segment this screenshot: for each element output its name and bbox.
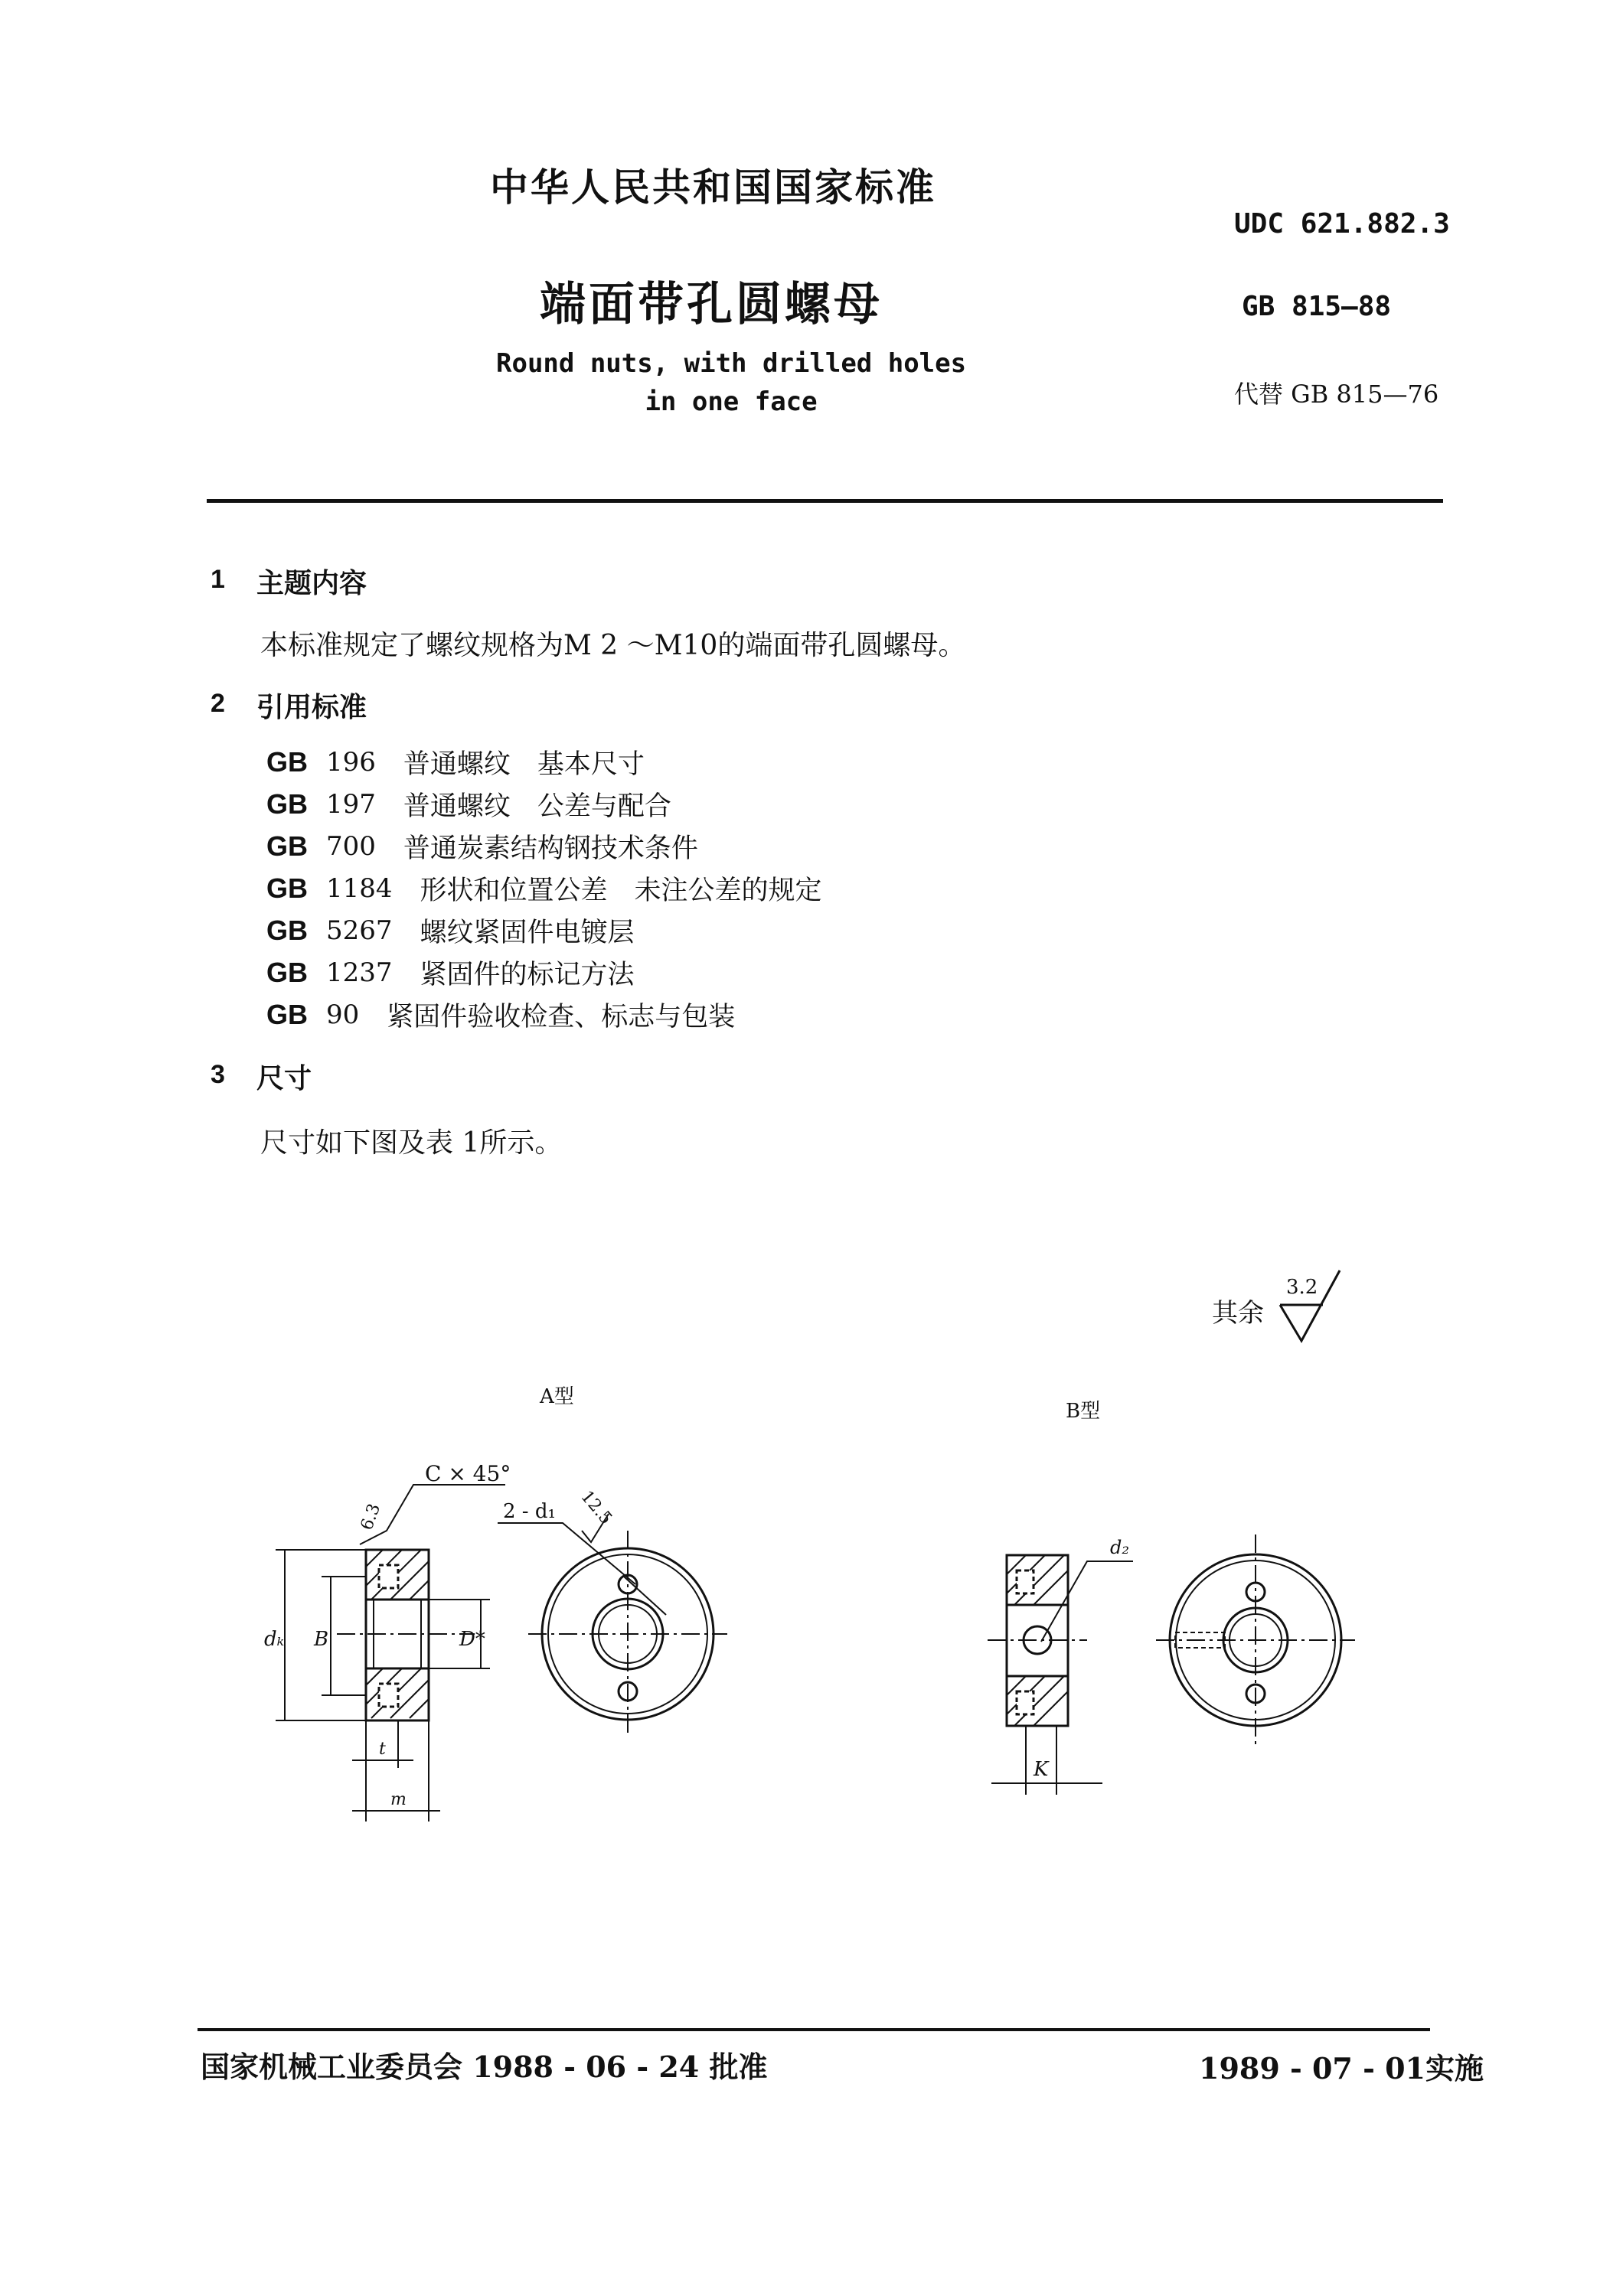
roughness-symbol-icon <box>1280 1270 1340 1341</box>
title-en-line2: in one face <box>645 386 818 417</box>
type-b-front-view <box>1156 1534 1355 1745</box>
reference-code: GB <box>266 872 308 904</box>
footer-rule <box>198 2028 1430 2031</box>
type-b-side-view <box>988 1537 1133 1795</box>
gb-number: GB 815—88 <box>1242 291 1392 322</box>
chamfer-label: C × 45° <box>425 1461 511 1486</box>
dim-D-label: D* <box>459 1628 485 1651</box>
section-3-number: 3 <box>211 1060 225 1089</box>
section-2-number: 2 <box>211 689 225 718</box>
standard-type-heading: 中华人民共和国国家标准 <box>490 165 936 210</box>
reference-title: 螺纹紧固件电镀层 <box>420 917 635 948</box>
type-a-front-view <box>498 1487 727 1737</box>
reference-code: GB <box>266 830 308 862</box>
reference-number: 196 <box>326 746 376 778</box>
reference-number: 700 <box>326 830 376 862</box>
replaces-standard: 代替 GB 815—76 <box>1234 380 1439 409</box>
reference-title: 紧固件验收检查、标志与包装 <box>387 1001 736 1032</box>
reference-title: 形状和位置公差 未注公差的规定 <box>420 875 822 906</box>
section-1-title: 主题内容 <box>256 567 367 599</box>
section-3-text: 尺寸如下图及表 1所示。 <box>260 1127 563 1159</box>
dim-m-label: m <box>390 1790 407 1809</box>
section-1-number: 1 <box>211 565 225 594</box>
effective-date: 1989 - 07 - 01实施 <box>1199 2051 1484 2086</box>
reference-code: GB <box>266 788 308 820</box>
roughness-a2-label: 12.5 <box>576 1487 616 1528</box>
holes-label: 2 - d₁ <box>503 1500 556 1523</box>
approval-date: 国家机械工业委员会 1988 - 06 - 24 批准 <box>201 2050 768 2084</box>
reference-title: 紧固件的标记方法 <box>420 959 635 990</box>
type-a-side-view <box>264 1461 511 1821</box>
section-1-text: 本标准规定了螺纹规格为M 2 ～M10的端面带孔圆螺母。 <box>260 630 966 661</box>
other-roughness-value: 3.2 <box>1286 1276 1318 1299</box>
dim-d2-label: d₂ <box>1110 1537 1129 1558</box>
dim-K-label: K <box>1034 1758 1049 1781</box>
reference-number: 1184 <box>326 872 393 904</box>
reference-number: 5267 <box>326 915 393 946</box>
reference-code: GB <box>266 956 308 988</box>
reference-title: 普通螺纹 公差与配合 <box>403 791 671 822</box>
dim-B-label: B <box>314 1628 329 1651</box>
reference-code: GB <box>266 998 308 1030</box>
reference-number: 197 <box>326 788 376 820</box>
reference-number: 90 <box>326 999 360 1030</box>
other-roughness-label: 其余 <box>1212 1298 1264 1329</box>
reference-number: 1237 <box>326 957 393 988</box>
section-3-title: 尺寸 <box>256 1062 312 1094</box>
roughness-a1-label: 6.3 <box>357 1501 385 1533</box>
udc-code: UDC 621.882.3 <box>1234 208 1450 240</box>
dim-t-label: t <box>379 1740 386 1759</box>
section-2-title: 引用标准 <box>256 691 367 723</box>
reference-title: 普通炭素结构钢技术条件 <box>403 833 698 864</box>
dim-dk-label: dₖ <box>264 1628 285 1651</box>
type-a-label: A型 <box>540 1385 574 1408</box>
reference-title: 普通螺纹 基本尺寸 <box>403 748 645 780</box>
reference-code: GB <box>266 745 308 778</box>
reference-code: GB <box>266 914 308 946</box>
type-b-label: B型 <box>1066 1400 1101 1423</box>
document-title-cn: 端面带孔圆螺母 <box>540 278 883 331</box>
title-en-line1: Round nuts, with drilled holes <box>496 348 967 379</box>
